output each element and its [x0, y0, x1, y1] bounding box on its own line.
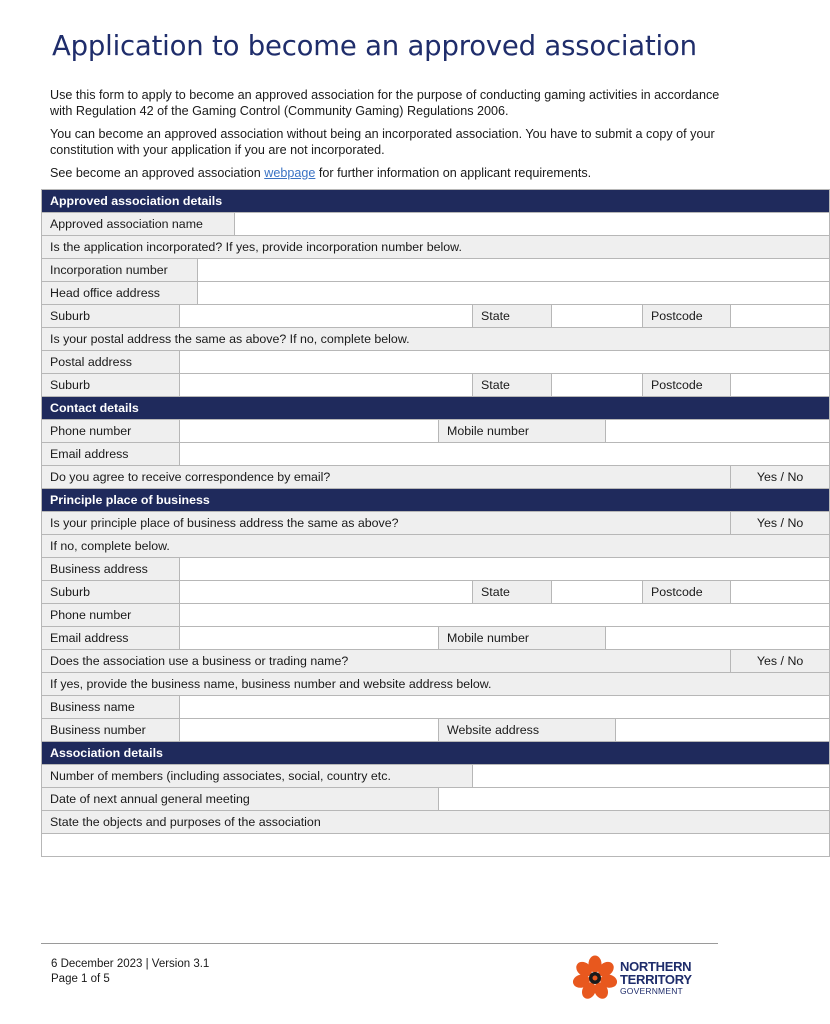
ppb-same-yes-no[interactable]: Yes / No: [731, 512, 830, 535]
state-field[interactable]: [552, 305, 643, 328]
postal-suburb-field[interactable]: [180, 374, 473, 397]
label: Business number: [42, 719, 180, 742]
label: Head office address: [42, 282, 198, 305]
label: Phone number: [42, 604, 180, 627]
label: State: [473, 581, 552, 604]
label: Postal address: [42, 351, 180, 374]
postal-postcode-field[interactable]: [731, 374, 830, 397]
section-header: Approved association details: [42, 190, 830, 213]
label: Website address: [439, 719, 616, 742]
email-correspondence-yes-no[interactable]: Yes / No: [731, 466, 830, 489]
logo-text-northern: NORTHERN: [620, 959, 692, 974]
label: Approved association name: [42, 213, 235, 236]
flower-logo-icon: [572, 955, 618, 1001]
label: If yes, provide the business name, business number and website address below.: [42, 673, 830, 696]
business-name-field[interactable]: [180, 696, 830, 719]
label: Business address: [42, 558, 180, 581]
objects-purposes-field[interactable]: [42, 834, 830, 857]
label: State: [473, 374, 552, 397]
label: Date of next annual general meeting: [42, 788, 439, 811]
intro-text: for further information on applicant requirements.: [315, 166, 592, 180]
email-address-field[interactable]: [180, 443, 830, 466]
application-form: [41, 189, 830, 857]
intro-paragraph-2: You can become an approved association without being an incorporated association. You have to submit a copy of your constitution with your application if you are not incorporated.: [50, 127, 715, 157]
logo-text-territory: TERRITORY: [620, 972, 692, 987]
label: Suburb: [42, 374, 180, 397]
label: Business name: [42, 696, 180, 719]
page-title: Application to become an approved association: [52, 30, 697, 62]
head-office-address-field[interactable]: [198, 282, 830, 305]
label: State the objects and purposes of the association: [42, 811, 830, 834]
section-header: Principle place of business: [42, 489, 830, 512]
business-number-field[interactable]: [180, 719, 439, 742]
business-address-field[interactable]: [180, 558, 830, 581]
business-suburb-field[interactable]: [180, 581, 473, 604]
label: Mobile number: [439, 420, 606, 443]
postal-state-field[interactable]: [552, 374, 643, 397]
association-name-field[interactable]: [235, 213, 830, 236]
intro-paragraph-3: [50, 165, 730, 181]
label: Number of members (including associates, social, country etc.: [42, 765, 473, 788]
number-of-members-field[interactable]: [473, 765, 830, 788]
label: Is the application incorporated? If yes, provide incorporation number below.: [42, 236, 830, 259]
section-header: Contact details: [42, 397, 830, 420]
mobile-number-field[interactable]: [606, 420, 830, 443]
intro-paragraph-1: Use this form to apply to become an approved association for the purpose of conducting gaming activities in accordance with Regulation 42 of the Gaming Control (Community Gaming) Regulations 2006.: [50, 88, 720, 118]
incorporation-number-field[interactable]: [198, 259, 830, 282]
label: Is your postal address the same as above? If no, complete below.: [42, 328, 830, 351]
intro-text: See become an approved association: [50, 166, 265, 180]
label: Phone number: [42, 420, 180, 443]
label: Postcode: [643, 374, 731, 397]
postal-address-field[interactable]: [180, 351, 830, 374]
business-postcode-field[interactable]: [731, 581, 830, 604]
business-phone-field[interactable]: [180, 604, 830, 627]
label: Suburb: [42, 581, 180, 604]
trading-name-yes-no[interactable]: Yes / No: [731, 650, 830, 673]
label: Mobile number: [439, 627, 606, 650]
footer-date-version: 6 December 2023 | Version 3.1: [51, 958, 210, 970]
postcode-field[interactable]: [731, 305, 830, 328]
section-header: Association details: [42, 742, 830, 765]
phone-number-field[interactable]: [180, 420, 439, 443]
suburb-field[interactable]: [180, 305, 473, 328]
label: Email address: [42, 443, 180, 466]
label: Email address: [42, 627, 180, 650]
label: If no, complete below.: [42, 535, 830, 558]
logo-text-government: GOVERNMENT: [620, 986, 683, 996]
label: Do you agree to receive correspondence by email?: [42, 466, 731, 489]
website-address-field[interactable]: [616, 719, 830, 742]
label: Postcode: [643, 581, 731, 604]
footer-page-number: Page 1 of 5: [51, 973, 110, 985]
footer-divider: [41, 943, 718, 944]
nt-government-logo: [572, 955, 707, 1001]
agm-date-field[interactable]: [439, 788, 830, 811]
business-mobile-field[interactable]: [606, 627, 830, 650]
label: Suburb: [42, 305, 180, 328]
label: Is your principle place of business address the same as above?: [42, 512, 731, 535]
label: Does the association use a business or trading name?: [42, 650, 731, 673]
label: Incorporation number: [42, 259, 198, 282]
business-email-field[interactable]: [180, 627, 439, 650]
label: Postcode: [643, 305, 731, 328]
business-state-field[interactable]: [552, 581, 643, 604]
label: State: [473, 305, 552, 328]
webpage-link[interactable]: webpage: [264, 166, 316, 180]
